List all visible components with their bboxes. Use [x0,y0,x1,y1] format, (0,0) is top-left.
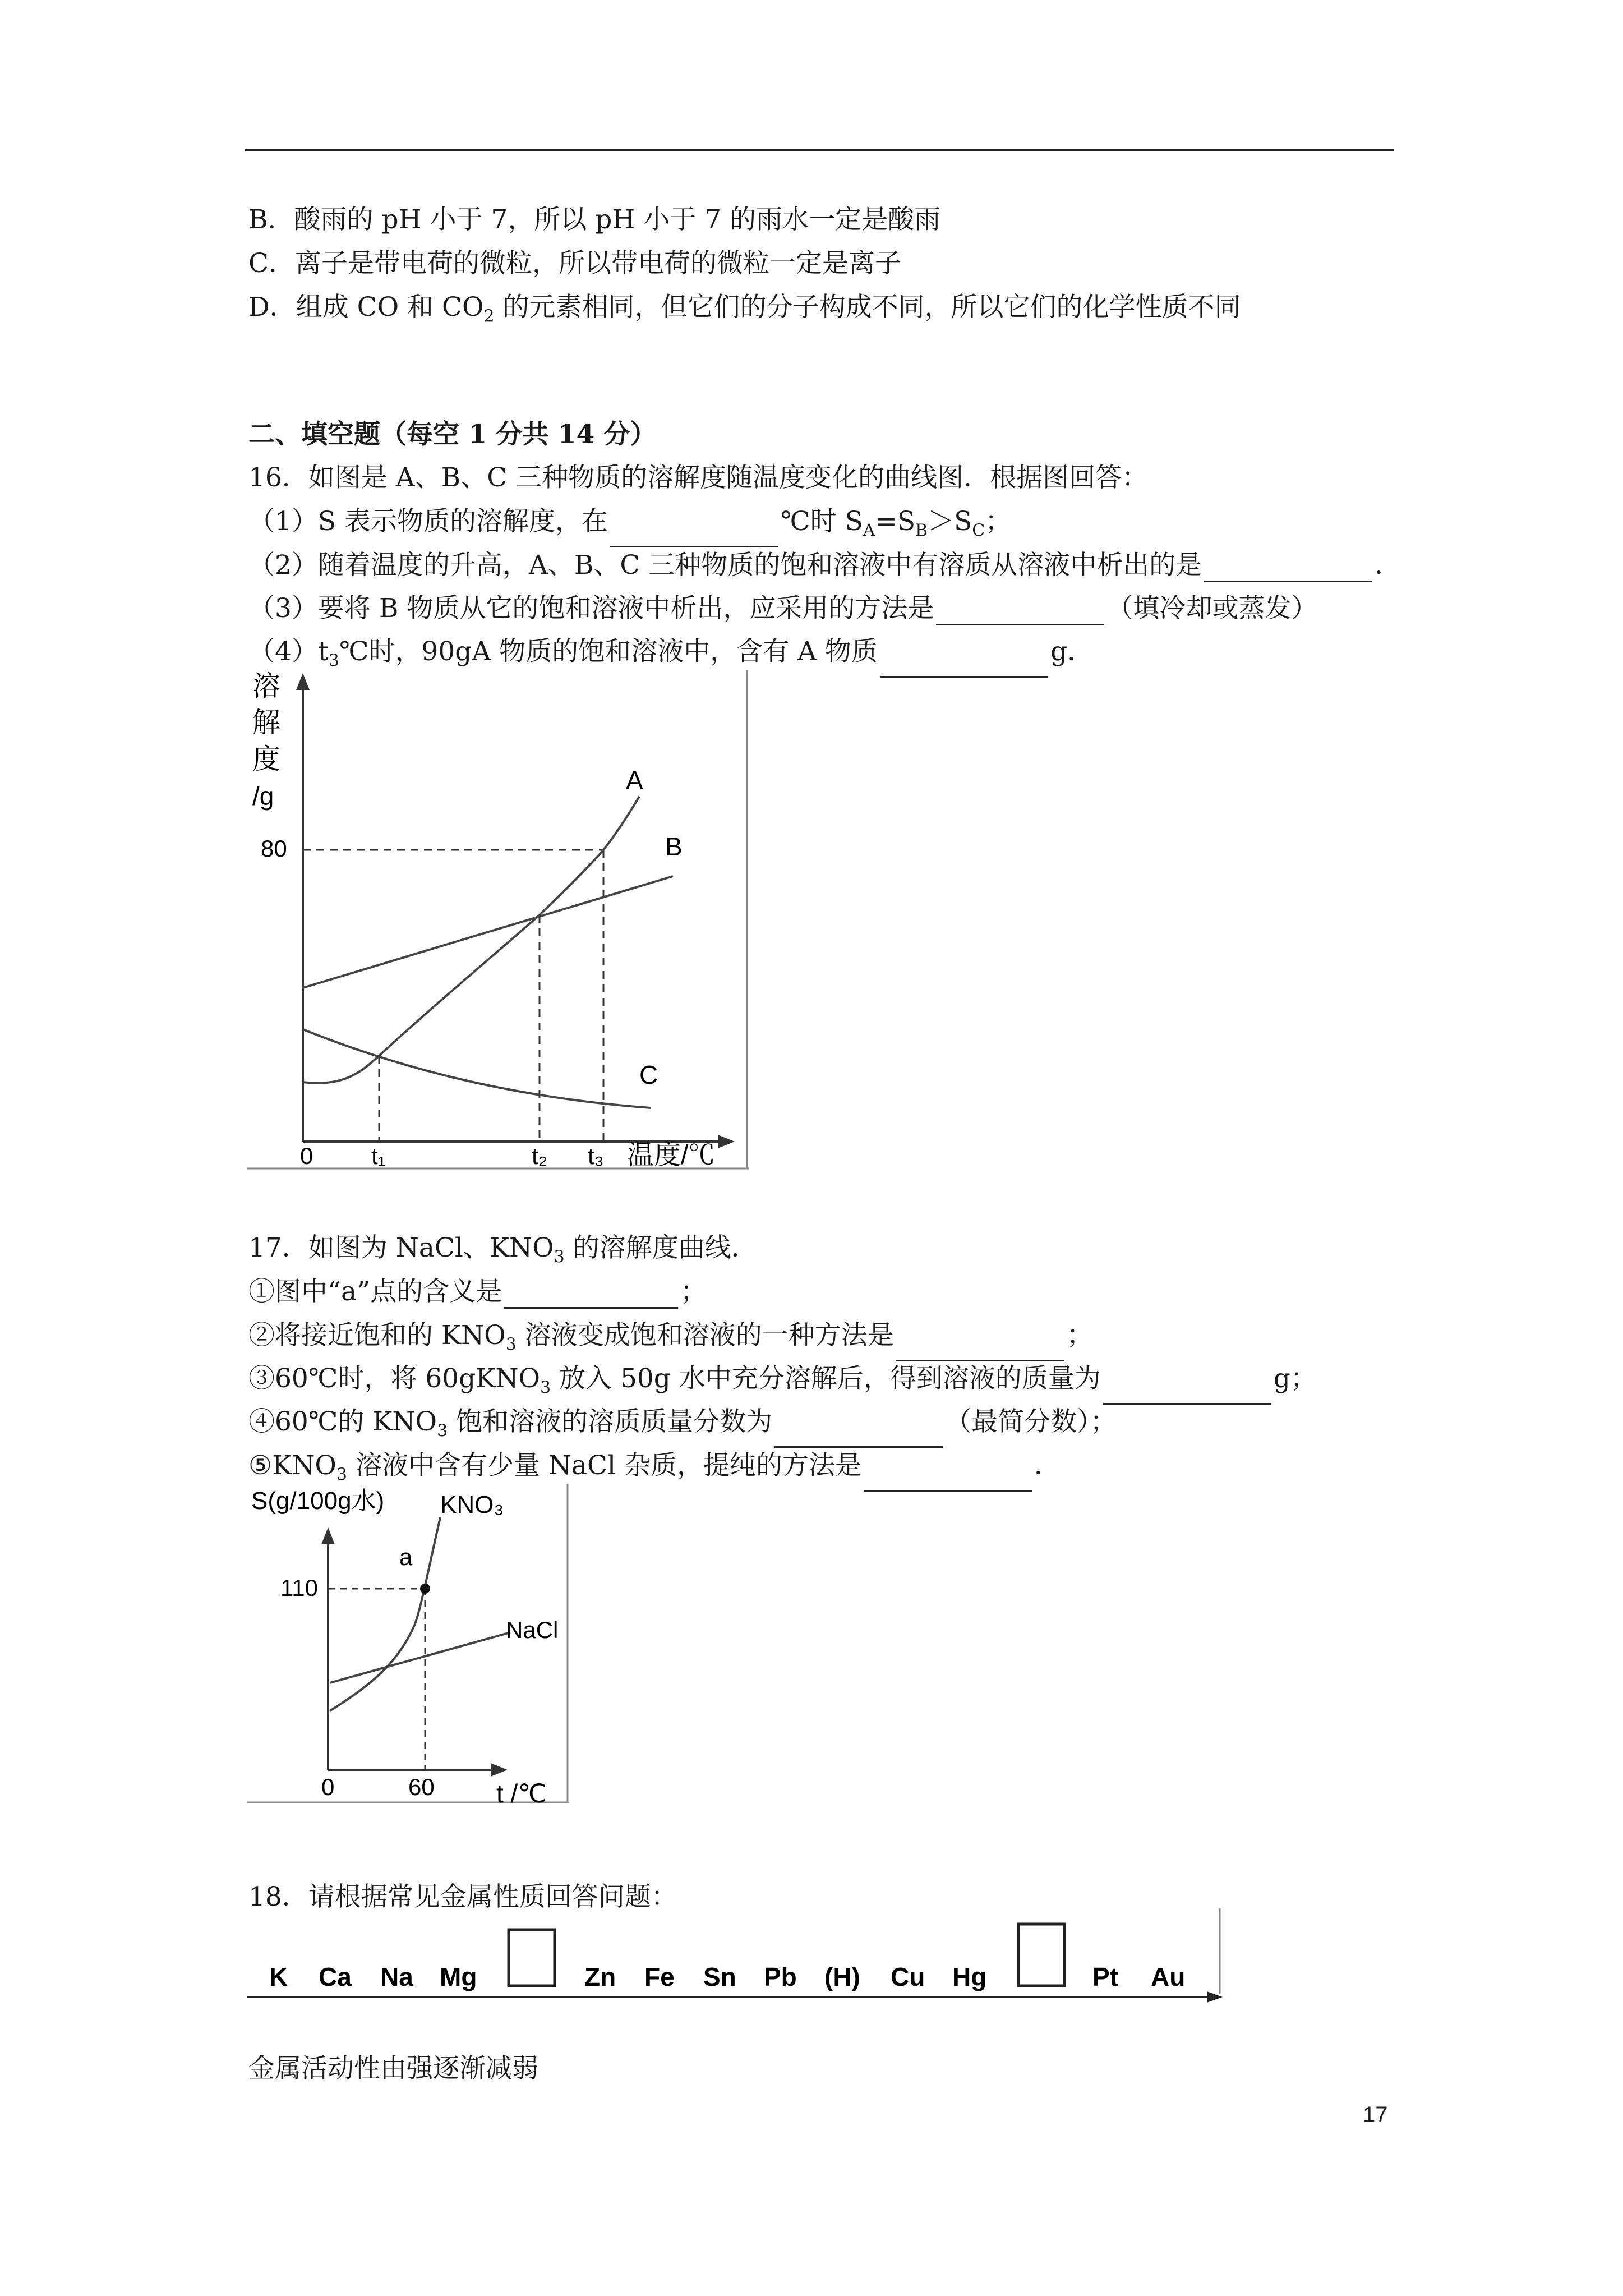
q17-stem: 17．如图为 NaCl、$KNO_3$ 的溶解度曲线． [248,1232,758,1267]
curve-nacl [330,1632,510,1683]
section-title: 二、填空题（每空 1 分共 14 分） [248,419,657,450]
q15-option-b: B．酸雨的 pH 小于 7，所以 pH 小于 7 的雨水一定是酸雨 [248,204,941,235]
x-tick-t1: t₁ [371,1143,386,1169]
solubility-chart-kno3-nacl [247,1484,575,1809]
curve-label-b: B [665,832,683,861]
answer-blank[interactable] [1103,1378,1271,1405]
point-a-label: a [399,1544,413,1570]
metal-symbol: K [269,1962,288,1991]
answer-blank[interactable] [610,521,778,547]
metal-symbol: Au [1151,1962,1186,1991]
x-label: 温度/℃ [627,1140,716,1170]
metal-symbol: Hg [952,1962,987,1991]
point-a [420,1584,430,1594]
blank-box-1[interactable] [509,1930,555,1986]
x-axis-arrow [718,1135,735,1148]
solubility-chart-abc [247,670,751,1178]
curve-a [303,797,639,1083]
blank-box-2[interactable] [1018,1924,1064,1986]
q17-item5: $⑤KNO_3$ 溶液中含有少量 NaCl 杂质，提纯的方法是 ． [248,1449,1061,1492]
y-label: S(g/100g水) [251,1487,385,1515]
q17-item3: ③60℃时，将 60gKNO$_3$ 放入 50g 水中充分溶解后，得到溶液的质量为 g； [248,1362,1317,1405]
curve-label-a: A [626,766,643,795]
y-axis-arrow [296,673,310,690]
x-tick-t2: t₂ [532,1143,547,1169]
q16-part4: $(4)t_3℃$时，90gA 物质的饱和溶液中，含有 A 物质 g． [248,635,1094,678]
q15-option-d: D．组成 CO 和 $CO_2$ 的元素相同，但它们的分子构成不同，所以它们的化学性质不同 [248,292,1241,326]
q18-stem: 18．请根据常见金属性质回答问题： [248,1881,677,1912]
y-tick-80: 80 [261,835,287,862]
metal-symbol: Pt [1092,1962,1118,1991]
answer-blank[interactable] [864,1465,1032,1492]
x-tick-t3: t₃ [588,1143,604,1169]
y-unit: /g [252,781,274,811]
metal-activity-series [247,1907,1223,2008]
y-axis-arrow [321,1527,335,1544]
metal-symbol: Fe [644,1962,675,1991]
q17-item2: ②将接近饱和的 $KNO_3$ 溶液变成饱和溶液的一种方法是 ； [248,1319,1093,1361]
metal-symbol: Ca [319,1962,352,1991]
answer-blank[interactable] [880,651,1048,678]
kno3-label: KNO₃ [440,1491,504,1519]
metal-symbol: Mg [440,1962,477,1991]
answer-blank[interactable] [774,1421,943,1448]
q15-option-c: C．离子是带电荷的微粒，所以带电荷的微粒一定是离子 [248,248,901,279]
metal-symbol: Na [380,1962,413,1991]
answer-blank[interactable] [504,1282,678,1309]
metal-symbol: Sn [703,1962,736,1991]
curve-b [303,876,673,988]
page-number: 17 [1363,2102,1388,2127]
metal-symbol: Zn [584,1962,616,1991]
activity-caption: 金属活动性由强逐渐减弱 [248,2053,538,2084]
origin-label: 0 [300,1143,313,1169]
q17-item4: ④60℃的 $KNO_3$ 饱和溶液的溶质质量分数为 （最简分数）； [248,1405,1117,1448]
answer-blank[interactable] [936,599,1104,625]
metal-symbol: (H) [824,1962,860,1991]
header-rule [245,149,1394,151]
metal-symbol: Cu [891,1962,925,1991]
nacl-label: NaCl [506,1617,559,1643]
q16-part2: （2）随着温度的升高，A、B、C 三种物质的饱和溶液中有溶质从溶液中析出的是 ． [248,549,1401,582]
q17-item1: ①图中“a”点的含义是 ； [248,1275,707,1309]
q16-stem: 16．如图是 A、B、C 三种物质的溶解度随温度变化的曲线图．根据图回答： [248,462,1149,493]
curve-kno3 [330,1517,440,1711]
metal-symbol: Pb [764,1962,797,1991]
y-label-char: 解 [252,707,280,738]
q16-part3: （3）要将 B 物质从它的饱和溶液中析出，应采用的方法是 （填冷却或蒸发） [248,592,1317,625]
y-label-char: 溶 [252,670,280,702]
x-tick-60: 60 [408,1774,435,1800]
answer-blank[interactable] [1204,556,1372,582]
x-axis-arrow [491,1763,508,1777]
x-label: t /℃ [496,1779,547,1808]
answer-blank[interactable] [896,1335,1064,1361]
origin-label: 0 [321,1774,335,1800]
curve-label-c: C [639,1060,658,1089]
y-label-char: 度 [252,743,280,775]
q16-part1: （1）S 表示物质的溶解度，在 ℃时 $S_A=S_B>S_C$； [248,505,1011,547]
y-tick-110: 110 [280,1575,318,1601]
curve-c [303,1029,651,1108]
